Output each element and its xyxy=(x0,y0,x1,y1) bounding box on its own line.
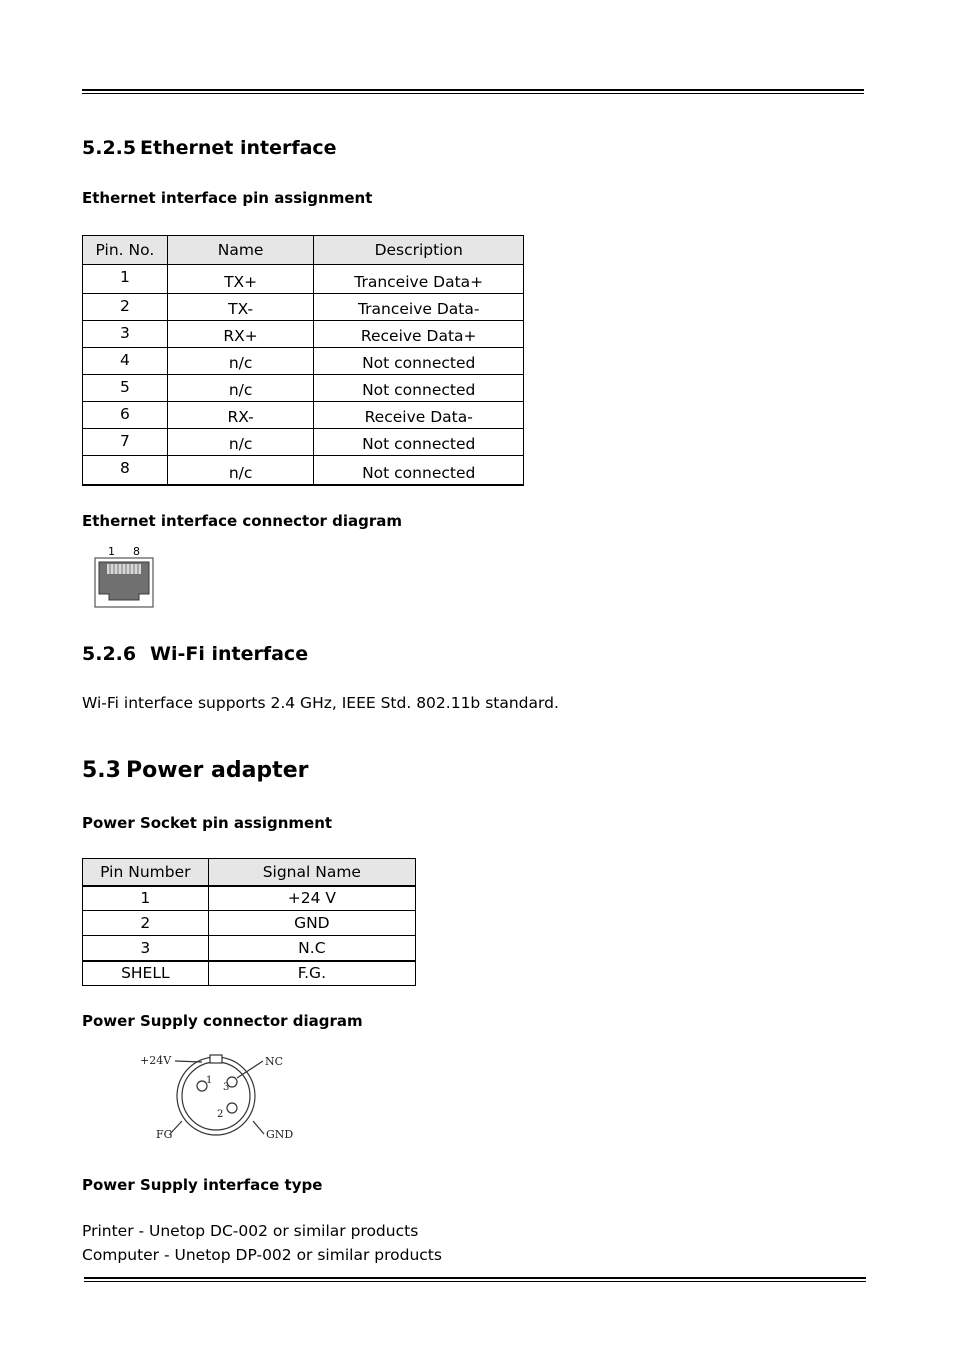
table-row xyxy=(83,456,524,485)
section-title: Power adapter xyxy=(126,758,309,783)
signal-cell: +24 V xyxy=(208,886,415,911)
footer-rule xyxy=(84,1277,866,1282)
label-pin-1: 1 xyxy=(206,1075,213,1086)
name-cell: RX+ xyxy=(167,321,314,348)
ethernet-diagram-heading: Ethernet interface connector diagram xyxy=(82,512,403,530)
column-header: Pin Number xyxy=(83,859,209,886)
ethernet-pin-table xyxy=(82,235,524,486)
column-header: Pin. No. xyxy=(83,236,168,265)
power-diagram-heading: Power Supply connector diagram xyxy=(82,1012,363,1030)
pin-8-label: 8 xyxy=(133,545,140,558)
name-cell: TX- xyxy=(167,294,314,321)
power-type-heading: Power Supply interface type xyxy=(82,1176,323,1194)
section-heading-wifi xyxy=(82,643,308,665)
pin-cell: 5 xyxy=(83,375,168,402)
pin-cell: 3 xyxy=(83,936,209,961)
header-rule xyxy=(82,89,864,94)
description-cell: Receive Data- xyxy=(314,402,524,429)
table-row xyxy=(83,265,524,294)
pin-cell: 2 xyxy=(83,294,168,321)
table-row xyxy=(83,348,524,375)
section-heading-power xyxy=(82,758,308,783)
pin-cell: 7 xyxy=(83,429,168,456)
description-cell: Not connected xyxy=(314,348,524,375)
name-cell: n/c xyxy=(167,375,314,402)
signal-cell: F.G. xyxy=(208,961,415,986)
description-cell: Tranceive Data- xyxy=(314,294,524,321)
table-row xyxy=(83,429,524,456)
wifi-description: Wi-Fi interface supports 2.4 GHz, IEEE Std. 802.11b standard. xyxy=(82,694,559,712)
pin-cell: 1 xyxy=(83,886,209,911)
label-nc: NC xyxy=(265,1055,284,1068)
table-header-row xyxy=(83,236,524,265)
table-row xyxy=(83,936,416,961)
pin-cell: 1 xyxy=(83,265,168,294)
label-gnd: GND xyxy=(266,1128,294,1141)
pin-cell: 2 xyxy=(83,911,209,936)
table-row xyxy=(83,886,416,911)
label-fg: FG xyxy=(156,1128,173,1141)
label-pin-3: 3 xyxy=(223,1082,230,1093)
table-row xyxy=(83,375,524,402)
name-cell: n/c xyxy=(167,348,314,375)
section-title: Ethernet interface xyxy=(140,137,337,159)
power-pin-table xyxy=(82,858,416,986)
pin-cell: 8 xyxy=(83,456,168,485)
column-header: Name xyxy=(167,236,314,265)
description-cell: Tranceive Data+ xyxy=(314,265,524,294)
table-row xyxy=(83,321,524,348)
section-heading-ethernet xyxy=(82,137,337,159)
pin-cell: 4 xyxy=(83,348,168,375)
section-number: 5.2.5 xyxy=(82,137,137,159)
table-row xyxy=(83,294,524,321)
description-cell: Receive Data+ xyxy=(314,321,524,348)
label-24v: +24V xyxy=(140,1054,172,1067)
description-cell: Not connected xyxy=(314,429,524,456)
section-number: 5.3 xyxy=(82,758,121,783)
section-title: Wi-Fi interface xyxy=(150,643,309,665)
name-cell: TX+ xyxy=(167,265,314,294)
pin-cell: 3 xyxy=(83,321,168,348)
description-cell: Not connected xyxy=(314,456,524,485)
table-header-row xyxy=(83,859,416,886)
column-header: Signal Name xyxy=(208,859,415,886)
section-number: 5.2.6 xyxy=(82,643,137,665)
power-pin-heading: Power Socket pin assignment xyxy=(82,814,333,832)
table-row xyxy=(83,402,524,429)
name-cell: RX- xyxy=(167,402,314,429)
name-cell: n/c xyxy=(167,429,314,456)
table-row xyxy=(83,961,416,986)
description-cell: Not connected xyxy=(314,375,524,402)
pin-1-label: 1 xyxy=(108,545,115,558)
power-type-line: Computer - Unetop DP-002 or similar products xyxy=(82,1246,442,1264)
signal-cell: N.C xyxy=(208,936,415,961)
column-header: Description xyxy=(314,236,524,265)
rj45-connector-diagram xyxy=(92,542,158,610)
pin-cell: SHELL xyxy=(83,961,209,986)
label-pin-2: 2 xyxy=(217,1109,224,1120)
ethernet-pin-heading: Ethernet interface pin assignment xyxy=(82,189,373,207)
name-cell: n/c xyxy=(167,456,314,485)
table-row xyxy=(83,911,416,936)
signal-cell: GND xyxy=(208,911,415,936)
pin-cell: 6 xyxy=(83,402,168,429)
power-type-line: Printer - Unetop DC-002 or similar products xyxy=(82,1222,419,1240)
power-connector-diagram xyxy=(136,1046,296,1146)
